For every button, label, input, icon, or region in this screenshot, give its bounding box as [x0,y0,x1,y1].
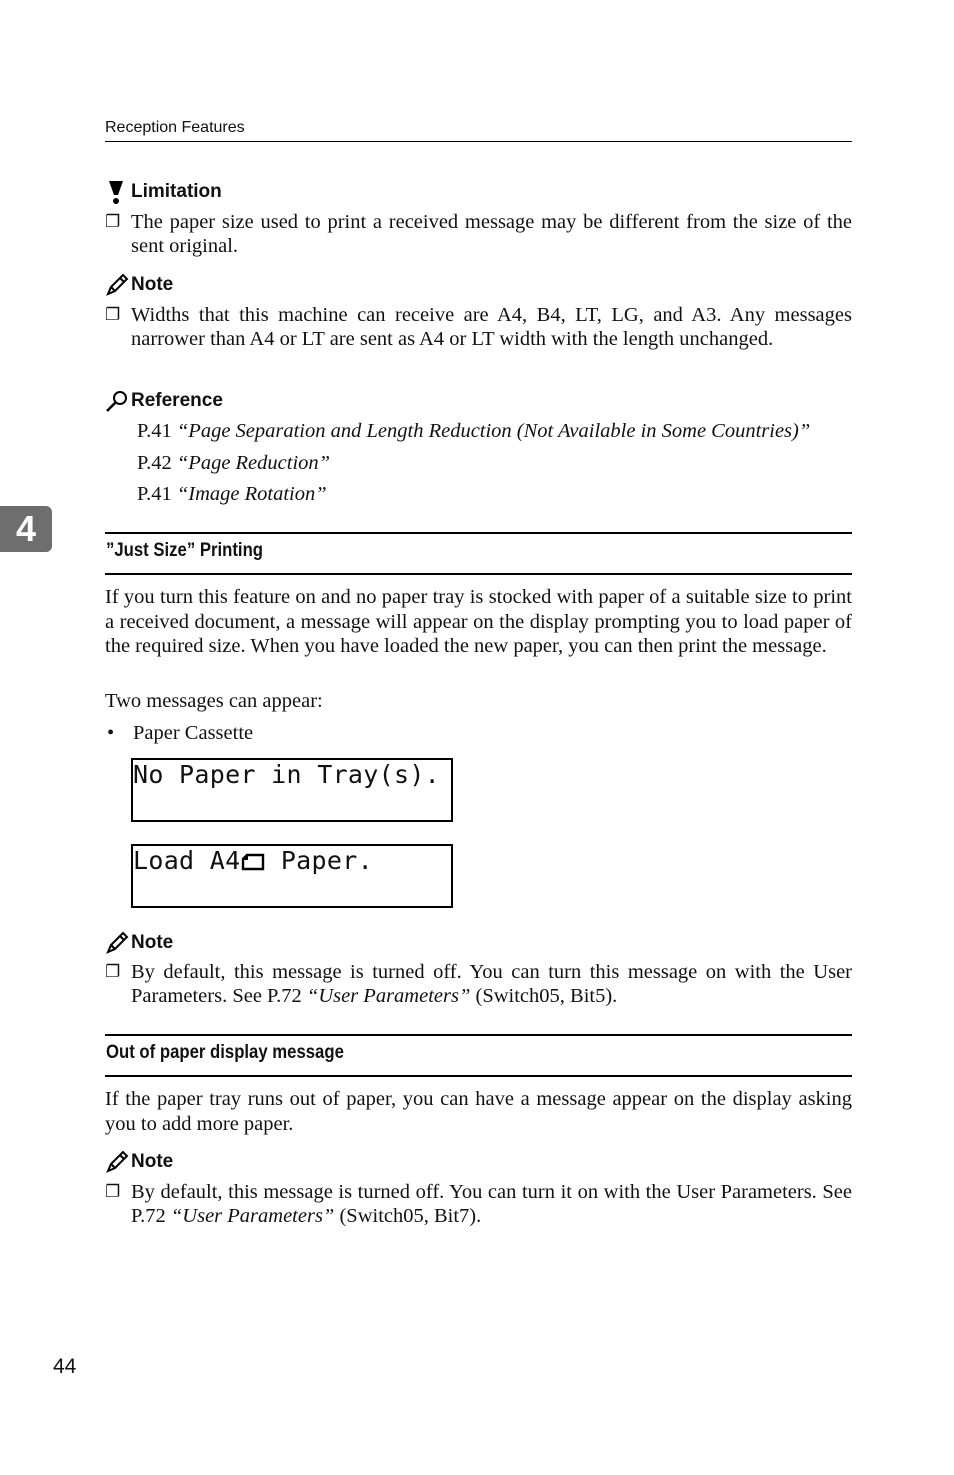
page-number: 44 [53,1355,77,1378]
limitation-text: The paper size used to print a received message may be different from the size of the sent original. [131,211,852,257]
just-size-paragraph: If you turn this feature on and no paper tray is stocked with paper of a suitable size to print a received document, a message will appear on the display prompting you to load paper of the required size. When you have loaded the new paper, you can then print the message. [105,586,852,657]
reference-label: Reference [131,390,223,411]
header-rule [105,141,852,142]
limitation-item [105,210,852,258]
note-text: Widths that this machine can receive are A4, B4, LT, LG, and A3. Any messages narrower than A4 or LT are sent as A4 or LT width with the length unchanged. [131,304,852,350]
note-text-after: (Switch05, Bit5). [470,985,618,1007]
checkbox-icon: ❐ [105,962,121,981]
checkbox-icon: ❐ [105,212,121,231]
section-rule-bottom [105,573,852,575]
note-text-after: (Switch05, Bit7). [334,1205,482,1227]
note-heading [105,931,173,955]
lcd-message-1: No Paper in Tray(s). [133,760,441,789]
note-text [131,960,852,1008]
section-rule-top [105,1034,852,1036]
pencil-icon [105,1150,127,1174]
reference-page: P.41 [137,420,177,442]
bullet-text: Paper Cassette [133,722,254,744]
limitation-heading [105,180,222,204]
reference-link[interactable]: “Page Separation and Length Reduction (Not Available in Some Countries)” [176,420,811,442]
paper-orientation-icon [241,851,265,871]
user-parameters-link[interactable]: “User Parameters” [170,1205,335,1227]
out-of-paper-paragraph: If the paper tray runs out of paper, you can have a message appear on the display asking you to add more paper. [105,1088,852,1135]
note-text-before: By default, this message is turned off. You can turn it on with the User Parameters. See P.72 [131,1181,852,1227]
note-item [105,303,852,351]
magnifier-icon [105,389,127,413]
running-header: Reception Features [105,119,245,136]
note-item [105,960,852,1008]
lcd-message-2 [133,846,373,876]
note-label: Note [131,274,174,295]
reference-link[interactable]: “Image Rotation” [176,483,327,505]
note-label: Note [131,1151,174,1172]
note-heading [105,1150,173,1174]
note-item [105,1180,852,1228]
pencil-icon [105,273,127,297]
section-heading-out-of-paper: Out of paper display message [106,1042,344,1063]
limitation-icon [105,180,127,204]
note-heading [105,273,173,297]
checkbox-icon: ❐ [105,1182,121,1201]
lcd-message-2-suffix: Paper. [265,846,373,875]
just-size-intro: Two messages can appear: [105,690,323,712]
reference-entry [137,451,330,475]
checkbox-icon: ❐ [105,305,121,324]
note-text [131,1180,852,1228]
limitation-label: Limitation [131,181,222,202]
note-text-before: By default, this message is turned off. You can turn this message on with the User Parameters. See P.72 [131,961,852,1007]
reference-page: P.42 [137,452,177,474]
section-rule-top [105,532,852,534]
bullet-item [105,721,852,746]
chapter-tab: 4 [0,506,52,552]
lcd-message-2-prefix: Load A4 [133,846,241,875]
user-parameters-link[interactable]: “User Parameters” [306,985,471,1007]
reference-heading [105,389,223,413]
lcd-display-1 [131,758,453,822]
lcd-display-2 [131,844,453,908]
pencil-icon [105,931,127,955]
reference-page: P.41 [137,483,177,505]
section-heading-just-size: ”Just Size” Printing [106,540,264,561]
note-label: Note [131,932,174,953]
section-rule-bottom [105,1075,852,1077]
reference-entry [137,482,327,506]
reference-link[interactable]: “Page Reduction” [176,452,331,474]
reference-entry [137,419,810,443]
bullet-icon: • [107,722,115,744]
